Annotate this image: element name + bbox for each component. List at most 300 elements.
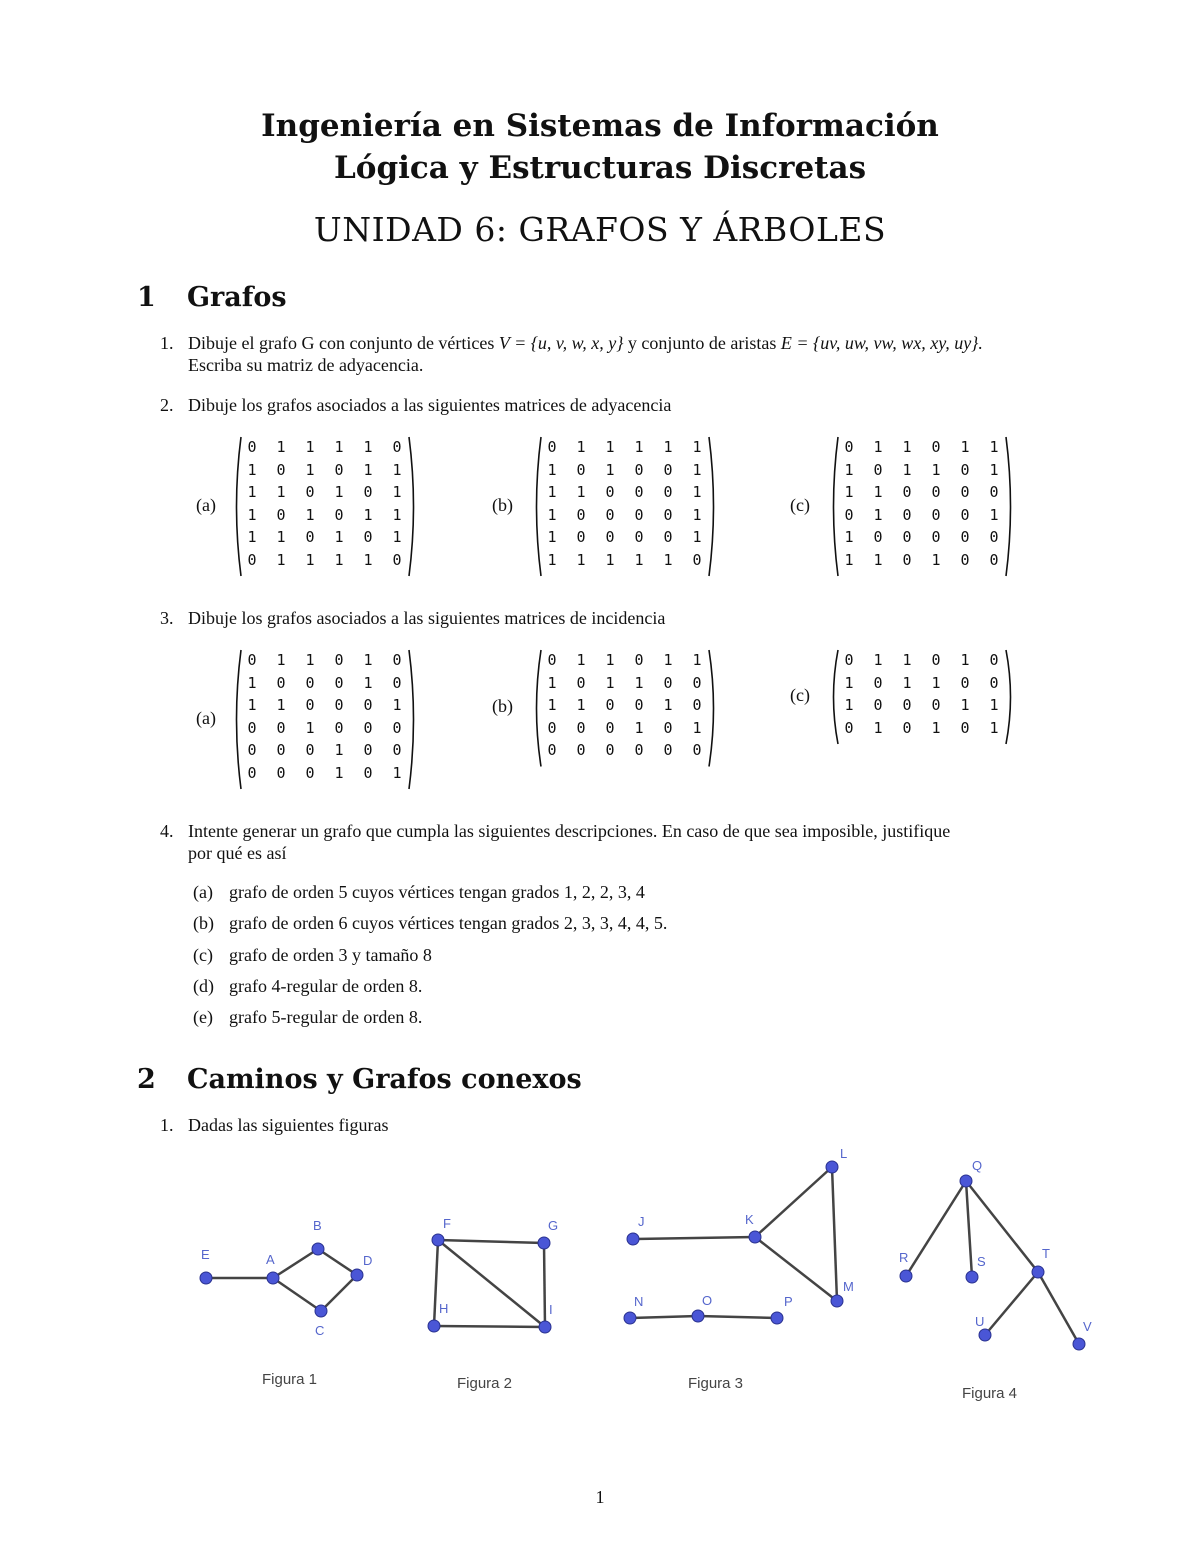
matrix-cell: 1 <box>692 483 702 501</box>
matrix-cell: 0 <box>276 763 286 782</box>
matrix-cell: 0 <box>931 483 941 501</box>
matrix-cell: 1 <box>547 528 557 546</box>
matrix-cell: 1 <box>605 550 615 569</box>
matrix-cell: 0 <box>931 651 941 669</box>
matrix-cell: 0 <box>873 460 883 479</box>
node-F <box>432 1234 444 1246</box>
edge-N-O <box>630 1316 698 1318</box>
matrix-cell: 1 <box>692 528 702 546</box>
subitem-text: grafo de orden 3 y tamaño 8 <box>229 945 432 965</box>
matrix-cell: 0 <box>902 718 912 737</box>
edge-K-M <box>755 1237 837 1301</box>
matrix-cell: 0 <box>363 483 373 501</box>
matrix-cell: 0 <box>305 528 315 546</box>
matrix-cell: 0 <box>960 673 970 692</box>
matrix-cell: 0 <box>960 528 970 546</box>
matrix-cell: 0 <box>276 460 286 479</box>
matrix-cell: 1 <box>547 550 557 569</box>
caption-figura-3: Figura 3 <box>688 1375 744 1392</box>
matrix-label: (c) <box>790 494 810 515</box>
node-Q <box>960 1175 972 1187</box>
matrix-cell: 0 <box>692 550 702 569</box>
matrix-cell: 0 <box>247 741 257 759</box>
subitem-text: grafo de orden 6 cuyos vértices tengan grados 2, 3, 3, 4, 4, 5. <box>229 913 668 933</box>
matrix-cell: 1 <box>392 696 402 714</box>
edge-L-M <box>832 1167 837 1301</box>
matrix-cell: 1 <box>363 673 373 692</box>
edge-Q-R <box>906 1181 966 1276</box>
edge-A-B <box>273 1249 318 1278</box>
matrix-cell: 0 <box>576 741 586 759</box>
matrix-cell: 1 <box>392 528 402 546</box>
matrix-cell: 1 <box>276 651 286 669</box>
matrix-cell: 0 <box>547 651 557 669</box>
matrix-cell: 1 <box>363 505 373 524</box>
matrix-cell: 1 <box>634 718 644 737</box>
matrix-cell: 1 <box>276 550 286 569</box>
matrix-cell: 0 <box>576 718 586 737</box>
matrix-cell: 0 <box>634 460 644 479</box>
matrix-cell: 0 <box>605 483 615 501</box>
edge-F-H <box>434 1240 438 1326</box>
matrix-cell: 1 <box>576 696 586 714</box>
node-L <box>826 1161 838 1173</box>
label-D: D <box>363 1253 373 1268</box>
matrix-cell: 1 <box>305 438 315 456</box>
label-U: U <box>975 1314 985 1329</box>
matrix-cell: 0 <box>276 505 286 524</box>
matrix-cell: 0 <box>247 651 257 669</box>
label-K: K <box>745 1212 754 1227</box>
label-H: H <box>439 1301 449 1316</box>
matrix-cell: 1 <box>873 438 883 456</box>
exercise-line: por qué es así <box>188 843 287 863</box>
matrix-cell: 1 <box>605 438 615 456</box>
matrix-cell: 0 <box>634 528 644 546</box>
matrix-cell: 1 <box>931 673 941 692</box>
matrix-cell: 1 <box>931 550 941 569</box>
matrix-cell: 0 <box>960 550 970 569</box>
matrix-cell: 0 <box>576 505 586 524</box>
matrix-cell: 0 <box>931 696 941 714</box>
matrix-cell: 1 <box>960 651 970 669</box>
edge-Q-S <box>966 1181 972 1277</box>
edges <box>206 1167 1079 1344</box>
subitem-text: grafo de orden 5 cuyos vértices tengan grados 1, 2, 2, 3, 4 <box>229 882 645 902</box>
edge-H-I <box>434 1326 545 1327</box>
matrix-cell: 1 <box>844 483 854 501</box>
matrix-cell: 1 <box>663 550 673 569</box>
matrix-cell: 1 <box>634 438 644 456</box>
matrix-cell: 1 <box>989 505 999 524</box>
matrix-cell: 1 <box>692 651 702 669</box>
label-G: G <box>548 1218 559 1233</box>
matrix-cell: 0 <box>931 528 941 546</box>
matrix-cell: 1 <box>960 438 970 456</box>
matrix-cell: 1 <box>873 718 883 737</box>
node-U <box>979 1329 991 1341</box>
matrix-cell: 1 <box>276 438 286 456</box>
matrix-cell: 1 <box>334 483 344 501</box>
matrix-cell: 0 <box>276 718 286 737</box>
label-E: E <box>201 1247 210 1262</box>
matrix-label: (b) <box>492 696 513 717</box>
matrix-cell: 1 <box>960 696 970 714</box>
matrix-cell: 1 <box>247 696 257 714</box>
text-fragment: y conjunto de aristas <box>623 333 781 353</box>
node-P <box>771 1312 783 1324</box>
matrix-cell: 0 <box>334 718 344 737</box>
matrix-cell: 0 <box>931 505 941 524</box>
matrix-cell: 1 <box>247 528 257 546</box>
matrix-cell: 0 <box>873 696 883 714</box>
matrix-label: (b) <box>492 494 513 515</box>
matrix-cell: 1 <box>873 505 883 524</box>
header-line2: Lógica y Estructuras Discretas <box>333 150 867 186</box>
matrix-cell: 0 <box>902 483 912 501</box>
matrix-cell: 0 <box>844 718 854 737</box>
matrix-label: (c) <box>790 685 810 705</box>
matrix-cell: 0 <box>663 483 673 501</box>
matrix-cell: 0 <box>931 438 941 456</box>
matrix-cell: 1 <box>305 505 315 524</box>
matrix-cell: 1 <box>576 550 586 569</box>
matrix-cell: 1 <box>334 741 344 759</box>
matrix-cell: 1 <box>547 460 557 479</box>
matrix-cell: 0 <box>547 741 557 759</box>
node-C <box>315 1305 327 1317</box>
edge-J-K <box>633 1237 755 1239</box>
matrix-cell: 0 <box>363 763 373 782</box>
matrix-cell: 0 <box>663 505 673 524</box>
label-V: V <box>1083 1319 1092 1334</box>
matrix-label: (a) <box>196 494 216 515</box>
matrix-cell: 0 <box>960 718 970 737</box>
matrix-cell: 0 <box>576 528 586 546</box>
matrix-cell: 1 <box>902 438 912 456</box>
matrix-cell: 1 <box>363 651 373 669</box>
matrix-cell: 0 <box>392 438 402 456</box>
text-fragment: Dibuje el grafo G con conjunto de vértices <box>188 333 499 353</box>
matrix-cell: 1 <box>247 505 257 524</box>
exercise-text: Dadas las siguientes figuras <box>188 1115 389 1135</box>
subitem-text: grafo 4-regular de orden 8. <box>229 976 423 996</box>
matrix-cell: 0 <box>634 651 644 669</box>
exercise-text: Dibuje los grafos asociados a las siguientes matrices de adyacencia <box>188 395 672 415</box>
matrix-cell: 0 <box>334 651 344 669</box>
node-D <box>351 1269 363 1281</box>
node-O <box>692 1310 704 1322</box>
matrix-cell: 1 <box>363 460 373 479</box>
matrix-cell: 1 <box>989 718 999 737</box>
matrix-cell: 0 <box>634 483 644 501</box>
matrix-cell: 0 <box>334 696 344 714</box>
matrix-cell: 1 <box>547 673 557 692</box>
node-H <box>428 1320 440 1332</box>
matrix-cell: 0 <box>247 438 257 456</box>
node-E <box>200 1272 212 1284</box>
subitem-text: grafo 5-regular de orden 8. <box>229 1007 423 1027</box>
matrix-cell: 1 <box>392 763 402 782</box>
matrix-cell: 0 <box>392 673 402 692</box>
exercise-line: Escriba su matriz de adyacencia. <box>188 355 424 375</box>
matrix-cell: 1 <box>276 528 286 546</box>
matrix-cell: 0 <box>392 718 402 737</box>
node-labels <box>201 1146 1092 1338</box>
matrix-cell: 1 <box>902 651 912 669</box>
matrix-cell: 0 <box>392 550 402 569</box>
label-C: C <box>315 1323 325 1338</box>
section-number: 1 <box>137 282 156 313</box>
matrix-cell: 1 <box>334 763 344 782</box>
node-G <box>538 1237 550 1249</box>
matrix-cell: 1 <box>392 505 402 524</box>
label-R: R <box>899 1250 909 1265</box>
matrix-cell: 0 <box>634 505 644 524</box>
exercise-text: Dibuje los grafos asociados a las siguientes matrices de incidencia <box>188 608 666 628</box>
matrix-cell: 0 <box>305 696 315 714</box>
matrix-cell: 1 <box>334 438 344 456</box>
matrix-cell: 0 <box>247 763 257 782</box>
matrix-cell: 1 <box>605 460 615 479</box>
matrix-cell: 1 <box>392 460 402 479</box>
matrix-cell: 0 <box>960 483 970 501</box>
matrix-cell: 0 <box>663 673 673 692</box>
node-T <box>1032 1266 1044 1278</box>
matrix-cell: 0 <box>844 438 854 456</box>
node-B <box>312 1243 324 1255</box>
matrix-cell: 0 <box>605 741 615 759</box>
node-J <box>627 1233 639 1245</box>
matrix-cell: 0 <box>605 718 615 737</box>
matrix-cell: 0 <box>392 741 402 759</box>
label-S: S <box>977 1254 986 1269</box>
matrix-cell: 0 <box>363 718 373 737</box>
edge-T-V <box>1038 1272 1079 1344</box>
unit-title: UNIDAD 6: GRAFOS Y ÁRBOLES <box>313 210 887 249</box>
matrix-cell: 0 <box>276 741 286 759</box>
label-I: I <box>549 1302 553 1317</box>
matrix-cell: 0 <box>663 528 673 546</box>
matrix-cell: 0 <box>989 550 999 569</box>
matrix-cell: 0 <box>902 550 912 569</box>
matrix-cell: 1 <box>663 438 673 456</box>
node-M <box>831 1295 843 1307</box>
matrix-cell: 0 <box>989 483 999 501</box>
label-P: P <box>784 1294 793 1309</box>
matrix-label: (a) <box>196 707 216 728</box>
matrix-cell: 0 <box>902 696 912 714</box>
page-number: 1 <box>595 1487 605 1507</box>
matrix-cell: 0 <box>363 528 373 546</box>
matrix-cell: 1 <box>334 528 344 546</box>
matrix-cell: 1 <box>247 483 257 501</box>
matrix-cell: 1 <box>692 460 702 479</box>
matrix-cell: 1 <box>363 550 373 569</box>
matrix-cell: 0 <box>692 673 702 692</box>
matrix-cell: 1 <box>547 505 557 524</box>
nodes <box>200 1161 1085 1350</box>
subitem-label: (b) <box>193 913 214 933</box>
edge-F-I <box>438 1240 545 1327</box>
matrix-cell: 1 <box>931 718 941 737</box>
edge-B-D <box>318 1249 357 1275</box>
matrix-cell: 1 <box>334 550 344 569</box>
matrix-cell: 0 <box>305 483 315 501</box>
matrix-cell: 1 <box>305 460 315 479</box>
matrix-cell: 0 <box>663 741 673 759</box>
exercise-number: 1. <box>160 1115 174 1135</box>
matrix-cell: 0 <box>247 550 257 569</box>
edge-K-L <box>755 1167 832 1237</box>
matrix-cell: 0 <box>363 741 373 759</box>
edge-F-G <box>438 1240 544 1243</box>
matrix-cell: 0 <box>305 741 315 759</box>
section-title: Caminos y Grafos conexos <box>187 1064 582 1095</box>
matrix-cell: 0 <box>247 718 257 737</box>
subitem-label: (d) <box>193 976 214 996</box>
matrix-cell: 0 <box>334 505 344 524</box>
matrix-cell: 1 <box>276 696 286 714</box>
matrix-cell: 1 <box>902 460 912 479</box>
matrix-cell: 0 <box>960 460 970 479</box>
matrix-cell: 0 <box>334 460 344 479</box>
caption-figura-1: Figura 1 <box>262 1371 318 1388</box>
node-S <box>966 1271 978 1283</box>
node-N <box>624 1312 636 1324</box>
label-Q: Q <box>972 1158 983 1173</box>
matrix-cell: 0 <box>989 528 999 546</box>
label-M: M <box>843 1279 854 1294</box>
exercise-number: 2. <box>160 395 174 415</box>
matrix-cell: 1 <box>844 460 854 479</box>
edge-D-C <box>321 1275 357 1311</box>
matrix-cell: 0 <box>576 673 586 692</box>
matrix-cell: 0 <box>305 673 315 692</box>
node-R <box>900 1270 912 1282</box>
matrix-cell: 1 <box>247 460 257 479</box>
caption-figura-4: Figura 4 <box>962 1385 1018 1402</box>
matrix-cell: 0 <box>547 438 557 456</box>
matrix-cell: 0 <box>605 505 615 524</box>
matrix-cell: 1 <box>873 483 883 501</box>
matrix-cell: 1 <box>663 651 673 669</box>
node-V <box>1073 1338 1085 1350</box>
section-number: 2 <box>137 1064 156 1095</box>
label-L: L <box>840 1146 848 1161</box>
matrix-cell: 1 <box>989 460 999 479</box>
matrix-cell: 1 <box>692 718 702 737</box>
matrix-cell: 1 <box>363 438 373 456</box>
subitem-label: (e) <box>193 1007 213 1027</box>
matrix-cell: 1 <box>605 651 615 669</box>
edge-T-U <box>985 1272 1038 1335</box>
matrix-cell: 1 <box>692 438 702 456</box>
label-F: F <box>443 1216 451 1231</box>
matrix-cell: 0 <box>334 673 344 692</box>
matrix-cell: 0 <box>605 696 615 714</box>
matrix-cell: 1 <box>844 528 854 546</box>
matrix-cell: 1 <box>663 696 673 714</box>
matrix-cell: 1 <box>931 460 941 479</box>
matrix-cell: 0 <box>663 718 673 737</box>
edge-G-I <box>544 1243 545 1327</box>
matrix-cell: 0 <box>634 741 644 759</box>
matrix-cell: 0 <box>692 741 702 759</box>
matrix-cell: 1 <box>844 550 854 569</box>
matrix-cell: 1 <box>692 505 702 524</box>
matrix-cell: 0 <box>989 673 999 692</box>
exercise-line: Intente generar un grafo que cumpla las siguientes descripciones. En caso de que sea imposible, justifique <box>188 821 951 841</box>
matrix-cell: 1 <box>547 483 557 501</box>
figure-captions <box>262 1371 1017 1402</box>
matrix-cell: 1 <box>305 718 315 737</box>
matrix-cell: 1 <box>276 483 286 501</box>
matrix-cell: 0 <box>663 460 673 479</box>
matrix-cell: 0 <box>989 651 999 669</box>
matrix-cell: 1 <box>844 673 854 692</box>
matrix-cell: 1 <box>305 651 315 669</box>
matrix-cell: 1 <box>605 673 615 692</box>
matrix-cell: 0 <box>902 528 912 546</box>
section-title: Grafos <box>187 282 287 313</box>
subitem-label: (a) <box>193 882 213 902</box>
matrix-cell: 1 <box>305 550 315 569</box>
node-A <box>267 1272 279 1284</box>
edge-C-A <box>273 1278 321 1311</box>
matrix-cell: 1 <box>634 550 644 569</box>
matrix-cell: 0 <box>873 528 883 546</box>
matrix-cell: 1 <box>844 696 854 714</box>
matrix-cell: 0 <box>305 763 315 782</box>
vertex-set: V = {u, v, w, x, y} <box>498 333 624 353</box>
matrix-cell: 0 <box>692 696 702 714</box>
matrix-cell: 0 <box>960 505 970 524</box>
matrix-cell: 0 <box>634 696 644 714</box>
matrix-cell: 1 <box>902 673 912 692</box>
edge-set: E = {uv, uw, vw, wx, xy, uy}. <box>780 333 983 353</box>
exercise-number: 1. <box>160 333 174 353</box>
label-B: B <box>313 1218 322 1233</box>
edge-O-P <box>698 1316 777 1318</box>
matrix-cell: 1 <box>576 651 586 669</box>
label-O: O <box>702 1293 713 1308</box>
matrix-cell: 1 <box>576 438 586 456</box>
label-T: T <box>1042 1246 1050 1261</box>
node-K <box>749 1231 761 1243</box>
matrix-cell: 0 <box>392 651 402 669</box>
matrix-cell: 1 <box>989 438 999 456</box>
matrix-cell: 0 <box>873 673 883 692</box>
matrix-cell: 1 <box>247 673 257 692</box>
matrix-cell: 0 <box>547 718 557 737</box>
matrix-cell: 1 <box>873 651 883 669</box>
matrix-cell: 0 <box>902 505 912 524</box>
matrix-cell: 0 <box>605 528 615 546</box>
matrix-cell: 0 <box>844 505 854 524</box>
exercise-number: 3. <box>160 608 174 628</box>
matrix-cell: 0 <box>363 696 373 714</box>
matrix-cell: 1 <box>989 696 999 714</box>
node-I <box>539 1321 551 1333</box>
header-line1: Ingeniería en Sistemas de Información <box>261 108 939 144</box>
matrix-cell: 0 <box>576 460 586 479</box>
matrix-cell: 0 <box>844 651 854 669</box>
label-J: J <box>638 1214 645 1229</box>
exercise-number: 4. <box>160 821 174 841</box>
matrix-cell: 1 <box>634 673 644 692</box>
caption-figura-2: Figura 2 <box>457 1375 513 1392</box>
